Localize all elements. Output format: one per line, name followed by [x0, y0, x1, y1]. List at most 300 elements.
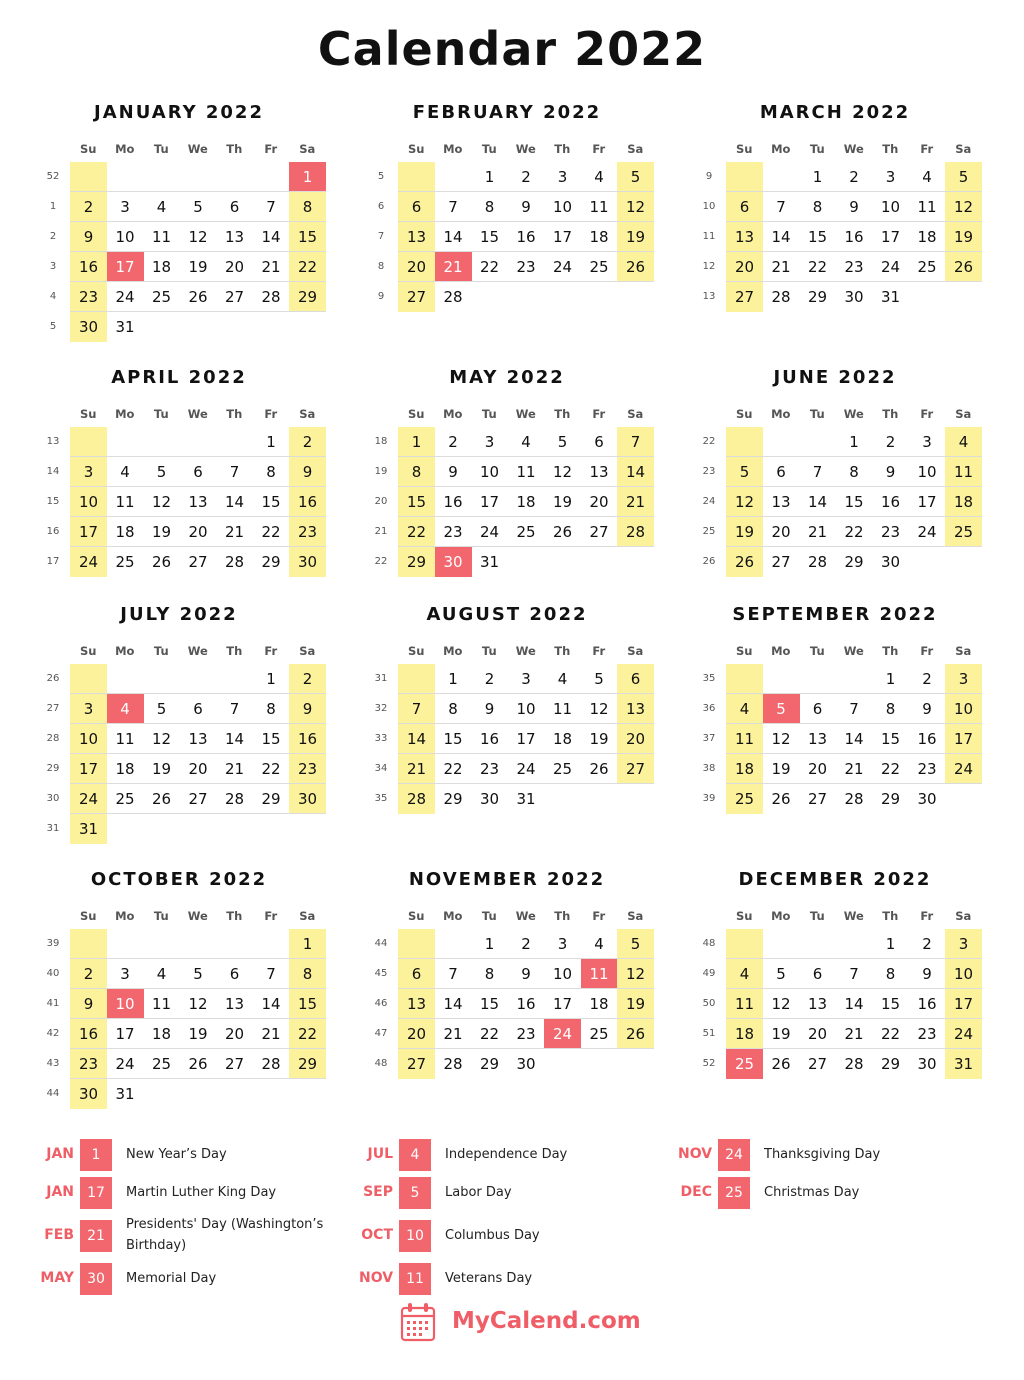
day-cell[interactable]: 15 [872, 989, 909, 1019]
day-cell[interactable]: 6 [398, 959, 435, 989]
brand-name[interactable]: MyCalend.com [452, 1308, 641, 1334]
day-cell[interactable]: 17 [508, 724, 545, 754]
day-cell[interactable]: 2 [289, 427, 326, 457]
day-cell[interactable]: 25 [143, 1049, 180, 1079]
day-cell[interactable]: 24 [945, 1019, 982, 1049]
day-cell[interactable]: 13 [799, 724, 836, 754]
day-cell[interactable]: 16 [289, 487, 326, 517]
day-cell[interactable]: 11 [143, 222, 180, 252]
day-cell[interactable]: 31 [115, 1085, 135, 1103]
day-cell[interactable]: 17 [70, 754, 107, 784]
day-cell[interactable]: 26 [544, 517, 581, 547]
day-cell[interactable]: 29 [844, 553, 864, 571]
day-cell[interactable]: 23 [872, 517, 909, 547]
day-cell[interactable]: 19 [945, 222, 982, 252]
day-cell[interactable]: 9 [471, 694, 508, 724]
day-cell[interactable]: 13 [617, 694, 654, 724]
day-cell[interactable]: 10 [107, 989, 144, 1019]
day-cell[interactable]: 20 [763, 517, 800, 547]
day-cell[interactable]: 7 [617, 427, 654, 457]
day-cell[interactable]: 21 [763, 252, 800, 282]
day-cell[interactable]: 23 [909, 754, 946, 784]
day-cell[interactable]: 25 [581, 1019, 618, 1049]
day-cell[interactable]: 29 [443, 790, 463, 808]
day-cell[interactable]: 12 [617, 192, 654, 222]
day-cell[interactable]: 21 [617, 487, 654, 517]
day-cell[interactable]: 16 [909, 989, 946, 1019]
day-cell[interactable]: 20 [180, 517, 217, 547]
day-cell[interactable]: 13 [398, 989, 435, 1019]
day-cell[interactable]: 8 [836, 457, 873, 487]
day-cell[interactable]: 14 [435, 989, 472, 1019]
day-cell[interactable]: 20 [799, 1019, 836, 1049]
day-cell[interactable]: 9 [70, 989, 107, 1019]
day-cell[interactable]: 7 [253, 959, 290, 989]
day-cell[interactable]: 2 [909, 664, 946, 694]
day-cell[interactable]: 19 [143, 754, 180, 784]
day-cell[interactable]: 13 [581, 457, 618, 487]
day-cell[interactable]: 31 [479, 553, 500, 571]
day-cell[interactable]: 9 [909, 694, 946, 724]
day-cell[interactable]: 3 [107, 192, 144, 222]
day-cell[interactable]: 6 [216, 959, 253, 989]
day-cell[interactable]: 17 [107, 252, 144, 282]
day-cell[interactable]: 21 [836, 754, 873, 784]
day-cell[interactable]: 3 [945, 929, 982, 959]
day-cell[interactable]: 31 [115, 318, 135, 336]
day-cell[interactable]: 3 [544, 929, 581, 959]
day-cell[interactable]: 2 [70, 959, 107, 989]
day-cell[interactable]: 9 [872, 457, 909, 487]
day-cell[interactable]: 1 [471, 929, 508, 959]
day-cell[interactable]: 22 [799, 252, 836, 282]
day-cell[interactable]: 18 [581, 222, 618, 252]
day-cell[interactable]: 24 [872, 252, 909, 282]
day-cell[interactable]: 16 [471, 724, 508, 754]
day-cell[interactable]: 12 [763, 724, 800, 754]
day-cell[interactable]: 16 [909, 724, 946, 754]
day-cell[interactable]: 14 [836, 724, 873, 754]
day-cell[interactable]: 12 [180, 989, 217, 1019]
day-cell[interactable]: 5 [544, 427, 581, 457]
day-cell[interactable]: 23 [289, 754, 326, 784]
day-cell[interactable]: 6 [763, 457, 800, 487]
day-cell[interactable]: 11 [107, 487, 144, 517]
day-cell[interactable]: 9 [909, 959, 946, 989]
day-cell[interactable]: 27 [216, 1049, 253, 1079]
day-cell[interactable]: 5 [180, 959, 217, 989]
day-cell[interactable]: 27 [581, 517, 618, 547]
day-cell[interactable]: 24 [70, 784, 107, 814]
day-cell[interactable]: 8 [398, 457, 435, 487]
day-cell[interactable]: 15 [471, 989, 508, 1019]
day-cell[interactable]: 25 [115, 553, 135, 571]
day-cell[interactable]: 18 [143, 252, 180, 282]
day-cell[interactable]: 21 [435, 1019, 472, 1049]
day-cell[interactable]: 4 [726, 694, 763, 724]
day-cell[interactable]: 7 [435, 959, 472, 989]
day-cell[interactable]: 28 [398, 784, 435, 814]
day-cell[interactable]: 22 [253, 754, 290, 784]
day-cell[interactable]: 18 [508, 487, 545, 517]
day-cell[interactable]: 13 [216, 222, 253, 252]
day-cell[interactable]: 3 [70, 457, 107, 487]
day-cell[interactable]: 1 [872, 929, 909, 959]
day-cell[interactable]: 21 [216, 517, 253, 547]
day-cell[interactable]: 22 [872, 754, 909, 784]
day-cell[interactable]: 24 [70, 547, 107, 577]
day-cell[interactable]: 20 [216, 252, 253, 282]
day-cell[interactable]: 28 [617, 517, 654, 547]
day-cell[interactable]: 14 [253, 222, 290, 252]
day-cell[interactable]: 29 [807, 288, 828, 306]
day-cell[interactable]: 1 [398, 427, 435, 457]
day-cell[interactable]: 1 [253, 664, 290, 694]
day-cell[interactable]: 7 [398, 694, 435, 724]
day-cell[interactable]: 4 [107, 694, 144, 724]
day-cell[interactable]: 12 [726, 487, 763, 517]
day-cell[interactable]: 8 [872, 959, 909, 989]
day-cell[interactable]: 14 [617, 457, 654, 487]
day-cell[interactable]: 3 [872, 162, 909, 192]
day-cell[interactable]: 31 [516, 790, 536, 808]
day-cell[interactable]: 27 [771, 553, 791, 571]
day-cell[interactable]: 23 [70, 282, 107, 312]
day-cell[interactable]: 28 [224, 553, 245, 571]
day-cell[interactable]: 13 [216, 989, 253, 1019]
day-cell[interactable]: 15 [471, 222, 508, 252]
day-cell[interactable]: 2 [909, 929, 946, 959]
day-cell[interactable]: 24 [544, 252, 581, 282]
day-cell[interactable]: 6 [581, 427, 618, 457]
day-cell[interactable]: 28 [844, 1055, 864, 1073]
day-cell[interactable]: 9 [836, 192, 873, 222]
day-cell[interactable]: 27 [807, 790, 828, 808]
day-cell[interactable]: 22 [289, 252, 326, 282]
day-cell[interactable]: 14 [216, 487, 253, 517]
day-cell[interactable]: 11 [726, 989, 763, 1019]
day-cell[interactable]: 18 [909, 222, 946, 252]
day-cell[interactable]: 21 [253, 1019, 290, 1049]
day-cell[interactable]: 20 [617, 724, 654, 754]
day-cell[interactable]: 20 [398, 252, 435, 282]
day-cell[interactable]: 16 [289, 724, 326, 754]
day-cell[interactable]: 11 [508, 457, 545, 487]
day-cell[interactable]: 30 [917, 1055, 937, 1073]
day-cell[interactable]: 17 [70, 517, 107, 547]
day-cell[interactable]: 30 [479, 790, 500, 808]
day-cell[interactable]: 27 [180, 784, 217, 814]
day-cell[interactable]: 4 [143, 959, 180, 989]
day-cell[interactable]: 3 [945, 664, 982, 694]
day-cell[interactable]: 4 [508, 427, 545, 457]
day-cell[interactable]: 5 [763, 959, 800, 989]
day-cell[interactable]: 3 [544, 162, 581, 192]
day-cell[interactable]: 11 [945, 457, 982, 487]
day-cell[interactable]: 10 [872, 192, 909, 222]
day-cell[interactable]: 29 [289, 1049, 326, 1079]
day-cell[interactable]: 14 [799, 487, 836, 517]
day-cell[interactable]: 12 [143, 487, 180, 517]
day-cell[interactable]: 27 [617, 754, 654, 784]
day-cell[interactable]: 19 [143, 517, 180, 547]
day-cell[interactable]: 18 [544, 724, 581, 754]
day-cell[interactable]: 2 [508, 929, 545, 959]
day-cell[interactable]: 6 [180, 694, 217, 724]
day-cell[interactable]: 8 [253, 457, 290, 487]
day-cell[interactable]: 16 [836, 222, 873, 252]
day-cell[interactable]: 8 [471, 959, 508, 989]
day-cell[interactable]: 16 [508, 989, 545, 1019]
day-cell[interactable]: 7 [216, 694, 253, 724]
day-cell[interactable]: 30 [880, 553, 901, 571]
day-cell[interactable]: 12 [180, 222, 217, 252]
day-cell[interactable]: 19 [180, 252, 217, 282]
day-cell[interactable]: 19 [180, 1019, 217, 1049]
day-cell[interactable]: 18 [107, 517, 144, 547]
day-cell[interactable]: 28 [443, 1055, 463, 1073]
day-cell[interactable]: 6 [799, 959, 836, 989]
day-cell[interactable]: 19 [763, 1019, 800, 1049]
day-cell[interactable]: 30 [289, 547, 326, 577]
day-cell[interactable]: 27 [398, 282, 435, 312]
day-cell[interactable]: 10 [107, 222, 144, 252]
day-cell[interactable]: 10 [945, 959, 982, 989]
day-cell[interactable]: 5 [763, 694, 800, 724]
day-cell[interactable]: 15 [435, 724, 472, 754]
day-cell[interactable]: 1 [253, 427, 290, 457]
day-cell[interactable]: 8 [289, 192, 326, 222]
day-cell[interactable]: 29 [398, 547, 435, 577]
day-cell[interactable]: 19 [617, 989, 654, 1019]
day-cell[interactable]: 17 [945, 724, 982, 754]
day-cell[interactable]: 23 [508, 1019, 545, 1049]
day-cell[interactable]: 30 [516, 1055, 536, 1073]
day-cell[interactable]: 8 [289, 959, 326, 989]
day-cell[interactable]: 18 [726, 1019, 763, 1049]
day-cell[interactable]: 7 [799, 457, 836, 487]
day-cell[interactable]: 28 [771, 288, 791, 306]
day-cell[interactable]: 1 [872, 664, 909, 694]
day-cell[interactable]: 27 [398, 1049, 435, 1079]
day-cell[interactable]: 3 [909, 427, 946, 457]
day-cell[interactable]: 6 [726, 192, 763, 222]
day-cell[interactable]: 24 [508, 754, 545, 784]
day-cell[interactable]: 5 [180, 192, 217, 222]
day-cell[interactable]: 10 [909, 457, 946, 487]
day-cell[interactable]: 19 [544, 487, 581, 517]
day-cell[interactable]: 17 [945, 989, 982, 1019]
day-cell[interactable]: 11 [726, 724, 763, 754]
day-cell[interactable]: 7 [763, 192, 800, 222]
day-cell[interactable]: 5 [143, 694, 180, 724]
day-cell[interactable]: 8 [253, 694, 290, 724]
day-cell[interactable]: 27 [216, 282, 253, 312]
day-cell[interactable]: 8 [872, 694, 909, 724]
day-cell[interactable]: 15 [289, 989, 326, 1019]
day-cell[interactable]: 3 [107, 959, 144, 989]
day-cell[interactable]: 27 [726, 282, 763, 312]
day-cell[interactable]: 6 [617, 664, 654, 694]
day-cell[interactable]: 9 [435, 457, 472, 487]
day-cell[interactable]: 28 [253, 1049, 290, 1079]
day-cell[interactable]: 13 [799, 989, 836, 1019]
day-cell[interactable]: 2 [508, 162, 545, 192]
day-cell[interactable]: 23 [435, 517, 472, 547]
day-cell[interactable]: 26 [617, 1019, 654, 1049]
day-cell[interactable]: 29 [261, 553, 281, 571]
day-cell[interactable]: 5 [945, 162, 982, 192]
day-cell[interactable]: 30 [70, 312, 107, 342]
day-cell[interactable]: 25 [909, 252, 946, 282]
day-cell[interactable]: 1 [836, 427, 873, 457]
day-cell[interactable]: 25 [581, 252, 618, 282]
day-cell[interactable]: 27 [188, 553, 208, 571]
day-cell[interactable]: 18 [143, 1019, 180, 1049]
day-cell[interactable]: 25 [726, 1049, 763, 1079]
day-cell[interactable]: 22 [471, 1019, 508, 1049]
day-cell[interactable]: 16 [70, 1019, 107, 1049]
day-cell[interactable]: 21 [799, 517, 836, 547]
day-cell[interactable]: 8 [435, 694, 472, 724]
day-cell[interactable]: 17 [544, 222, 581, 252]
day-cell[interactable]: 27 [807, 1055, 828, 1073]
day-cell[interactable]: 24 [471, 517, 508, 547]
day-cell[interactable]: 24 [107, 1049, 144, 1079]
day-cell[interactable]: 1 [799, 162, 836, 192]
day-cell[interactable]: 14 [398, 724, 435, 754]
day-cell[interactable]: 6 [180, 457, 217, 487]
day-cell[interactable]: 4 [544, 664, 581, 694]
day-cell[interactable]: 5 [143, 457, 180, 487]
day-cell[interactable]: 29 [289, 282, 326, 312]
day-cell[interactable]: 14 [216, 724, 253, 754]
day-cell[interactable]: 5 [617, 929, 654, 959]
day-cell[interactable]: 28 [253, 282, 290, 312]
day-cell[interactable]: 11 [581, 959, 618, 989]
day-cell[interactable]: 10 [945, 694, 982, 724]
day-cell[interactable]: 15 [253, 487, 290, 517]
day-cell[interactable]: 23 [836, 252, 873, 282]
day-cell[interactable]: 23 [471, 754, 508, 784]
day-cell[interactable]: 12 [763, 989, 800, 1019]
day-cell[interactable]: 7 [836, 694, 873, 724]
day-cell[interactable]: 19 [763, 754, 800, 784]
day-cell[interactable]: 4 [143, 192, 180, 222]
day-cell[interactable]: 10 [544, 192, 581, 222]
day-cell[interactable]: 23 [289, 517, 326, 547]
day-cell[interactable]: 2 [70, 192, 107, 222]
day-cell[interactable]: 3 [508, 664, 545, 694]
day-cell[interactable]: 13 [180, 724, 217, 754]
day-cell[interactable]: 28 [807, 553, 828, 571]
day-cell[interactable]: 25 [945, 517, 982, 547]
day-cell[interactable]: 3 [70, 694, 107, 724]
day-cell[interactable]: 21 [435, 252, 472, 282]
day-cell[interactable]: 19 [726, 517, 763, 547]
day-cell[interactable]: 14 [253, 989, 290, 1019]
day-cell[interactable]: 9 [289, 694, 326, 724]
day-cell[interactable]: 2 [471, 664, 508, 694]
day-cell[interactable]: 15 [872, 724, 909, 754]
day-cell[interactable]: 6 [216, 192, 253, 222]
day-cell[interactable]: 16 [872, 487, 909, 517]
day-cell[interactable]: 26 [726, 547, 763, 577]
day-cell[interactable]: 6 [799, 694, 836, 724]
day-cell[interactable]: 23 [70, 1049, 107, 1079]
day-cell[interactable]: 25 [107, 784, 144, 814]
day-cell[interactable]: 9 [508, 959, 545, 989]
day-cell[interactable]: 21 [836, 1019, 873, 1049]
day-cell[interactable]: 18 [945, 487, 982, 517]
day-cell[interactable]: 22 [253, 517, 290, 547]
day-cell[interactable]: 26 [617, 252, 654, 282]
day-cell[interactable]: 22 [435, 754, 472, 784]
day-cell[interactable]: 26 [143, 784, 180, 814]
day-cell[interactable]: 28 [844, 790, 864, 808]
day-cell[interactable]: 24 [544, 1019, 581, 1049]
day-cell[interactable]: 10 [70, 487, 107, 517]
day-cell[interactable]: 13 [398, 222, 435, 252]
day-cell[interactable]: 10 [471, 457, 508, 487]
day-cell[interactable]: 30 [289, 784, 326, 814]
day-cell[interactable]: 12 [544, 457, 581, 487]
day-cell[interactable]: 5 [581, 664, 618, 694]
day-cell[interactable]: 15 [289, 222, 326, 252]
day-cell[interactable]: 30 [844, 288, 864, 306]
day-cell[interactable]: 28 [216, 784, 253, 814]
day-cell[interactable]: 15 [398, 487, 435, 517]
day-cell[interactable]: 11 [143, 989, 180, 1019]
day-cell[interactable]: 22 [471, 252, 508, 282]
day-cell[interactable]: 1 [471, 162, 508, 192]
day-cell[interactable]: 24 [909, 517, 946, 547]
day-cell[interactable]: 26 [180, 282, 217, 312]
day-cell[interactable]: 20 [581, 487, 618, 517]
day-cell[interactable]: 17 [107, 1019, 144, 1049]
day-cell[interactable]: 20 [726, 252, 763, 282]
day-cell[interactable]: 13 [180, 487, 217, 517]
day-cell[interactable]: 4 [945, 427, 982, 457]
day-cell[interactable]: 29 [253, 784, 290, 814]
day-cell[interactable]: 4 [581, 929, 618, 959]
day-cell[interactable]: 16 [508, 222, 545, 252]
day-cell[interactable]: 23 [909, 1019, 946, 1049]
day-cell[interactable]: 25 [508, 517, 545, 547]
day-cell[interactable]: 17 [872, 222, 909, 252]
day-cell[interactable]: 8 [799, 192, 836, 222]
day-cell[interactable]: 5 [726, 457, 763, 487]
day-cell[interactable]: 7 [216, 457, 253, 487]
day-cell[interactable]: 31 [880, 288, 901, 306]
day-cell[interactable]: 22 [398, 517, 435, 547]
day-cell[interactable]: 26 [151, 553, 172, 571]
day-cell[interactable]: 30 [917, 790, 937, 808]
day-cell[interactable]: 4 [909, 162, 946, 192]
day-cell[interactable]: 26 [581, 754, 618, 784]
day-cell[interactable]: 26 [180, 1049, 217, 1079]
day-cell[interactable]: 18 [726, 754, 763, 784]
day-cell[interactable]: 12 [945, 192, 982, 222]
day-cell[interactable]: 30 [435, 547, 472, 577]
day-cell[interactable]: 12 [581, 694, 618, 724]
day-cell[interactable]: 9 [289, 457, 326, 487]
day-cell[interactable]: 13 [726, 222, 763, 252]
day-cell[interactable]: 4 [726, 959, 763, 989]
day-cell[interactable]: 28 [443, 288, 463, 306]
day-cell[interactable]: 12 [143, 724, 180, 754]
day-cell[interactable]: 14 [836, 989, 873, 1019]
